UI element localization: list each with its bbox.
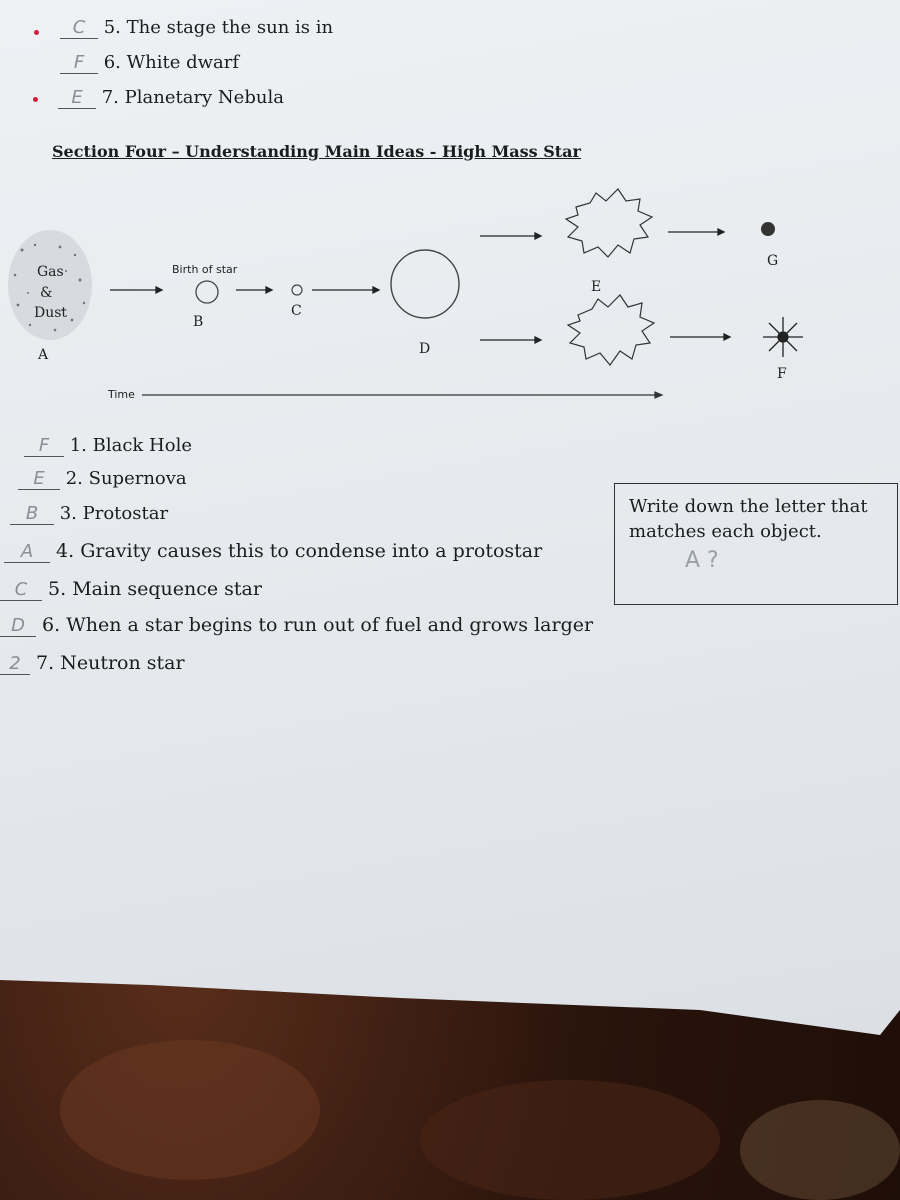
question-text: 6. When a star begins to run out of fuel and grows larger <box>42 614 594 636</box>
arrow-icon <box>668 229 724 235</box>
handwritten-note: A ? <box>685 548 719 573</box>
star-lifecycle-diagram <box>0 175 900 410</box>
fabric-pattern <box>60 1040 320 1180</box>
answer-blank[interactable]: F <box>24 435 64 457</box>
answer-blank[interactable]: C <box>60 17 98 39</box>
main-sequence-star-icon <box>292 285 302 295</box>
label-f: F <box>777 366 787 382</box>
top-item <box>58 87 284 109</box>
label-a: A <box>38 347 49 363</box>
gas-label: Gas <box>37 264 64 280</box>
answer-blank[interactable]: E <box>18 468 60 490</box>
fabric-pattern <box>420 1080 720 1200</box>
black-hole-icon <box>761 222 775 236</box>
dust-label: Dust <box>34 305 68 321</box>
question-text: 3. Protostar <box>59 503 169 524</box>
item-text: 7. Planetary Nebula <box>101 87 284 108</box>
top-item <box>60 52 239 74</box>
question-item <box>18 468 187 490</box>
answer-blank[interactable]: F <box>60 52 98 74</box>
instruction-box <box>614 483 898 605</box>
supernova-icon <box>566 189 652 257</box>
question-item <box>0 578 262 601</box>
arrow-icon <box>480 337 541 343</box>
label-b: B <box>193 314 204 330</box>
answer-blank[interactable]: 2 <box>0 653 30 675</box>
question-item <box>0 614 593 637</box>
question-item <box>24 435 192 457</box>
fabric-pattern <box>740 1100 900 1200</box>
birth-of-star-label: Birth of star <box>172 263 238 276</box>
supernova-icon <box>568 295 654 365</box>
section-title: Section Four – Understanding Main Ideas - High Mass Star <box>52 142 581 161</box>
question-text: 5. Main sequence star <box>48 578 262 600</box>
protostar-icon <box>196 281 218 303</box>
item-text: 5. The stage the sun is in <box>103 17 334 38</box>
label-g: G <box>767 253 779 269</box>
label-c: C <box>291 303 302 319</box>
red-mark <box>33 97 38 102</box>
time-axis <box>142 392 662 398</box>
instruction-text: Write down the letter that matches each object. <box>629 496 868 542</box>
question-item <box>10 503 168 525</box>
arrow-icon <box>110 287 162 293</box>
neutron-star-icon <box>763 317 803 357</box>
answer-blank[interactable]: C <box>0 579 42 601</box>
question-text: 1. Black Hole <box>69 435 192 456</box>
question-text: 2. Supernova <box>65 468 187 489</box>
arrow-icon <box>670 334 730 340</box>
ampersand-label: & <box>40 285 53 301</box>
arrow-icon <box>480 233 541 239</box>
answer-blank[interactable]: E <box>58 87 96 109</box>
label-d: D <box>419 341 431 357</box>
question-text: 7. Neutron star <box>36 652 185 674</box>
answer-blank[interactable]: B <box>10 503 54 525</box>
top-item <box>60 17 333 39</box>
question-item <box>0 652 185 675</box>
answer-blank[interactable]: A <box>4 541 50 563</box>
time-label: Time <box>108 388 135 401</box>
question-item <box>4 540 542 563</box>
arrow-icon <box>236 287 272 293</box>
red-mark <box>34 30 39 35</box>
red-supergiant-icon <box>391 250 459 318</box>
question-text: 4. Gravity causes this to condense into a protostar <box>56 540 543 562</box>
item-text: 6. White dwarf <box>103 52 240 73</box>
label-e: E <box>591 279 602 295</box>
arrow-icon <box>312 287 379 293</box>
answer-blank[interactable]: D <box>0 615 36 637</box>
